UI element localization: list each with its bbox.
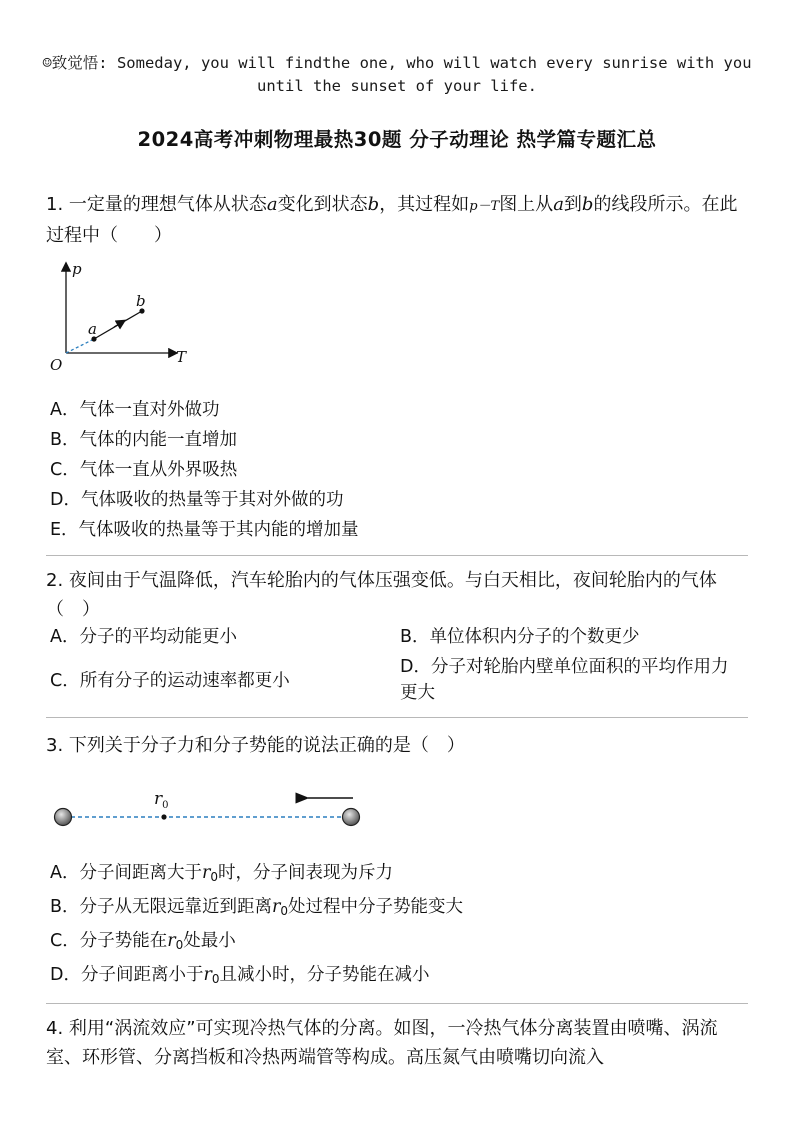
label-a: a	[88, 320, 97, 338]
r0-point	[161, 814, 166, 819]
q1-option-e[interactable]: E．气体吸收的热量等于其内能的增加量	[50, 520, 359, 540]
question-2-stem: 2. 夜间由于气温降低，汽车轮胎内的气体压强变低。与白天相比，夜间轮胎内的气体（ ）	[46, 570, 717, 620]
molecule-distance-figure	[48, 782, 368, 832]
dashed-extension	[66, 339, 94, 353]
moving-molecule	[343, 809, 360, 826]
motto-text: ☺致觉悟: Someday, you will findthe one, who will watch every sunrise with you until the sunset of your life.	[42, 54, 752, 95]
q1-option-a[interactable]: A．气体一直对外做功	[50, 400, 220, 420]
p-t-graph-figure	[44, 258, 204, 374]
q2-option-a[interactable]: A．分子的平均动能更小	[50, 627, 237, 647]
q2-option-b[interactable]: B．单位体积内分子的个数更少	[400, 627, 640, 647]
divider	[46, 1003, 748, 1004]
q3-option-d[interactable]: D．分子间距离小于$r_0$且减小时，分子势能在减小	[50, 965, 430, 986]
page-title: 2024高考冲刺物理最热30题 分子动理论 热学篇专题汇总	[137, 128, 657, 151]
q3-option-b[interactable]: B．分子从无限远靠近到距离$r_0$处过程中分子势能变大	[50, 897, 464, 918]
q1-option-d[interactable]: D．气体吸收的热量等于其对外做的功	[50, 490, 344, 510]
question-1-stem: 1. 一定量的理想气体从状态a变化到状态b，其过程如p－T图上从a到b的线段所示。在此过程中（ ）	[46, 194, 738, 246]
q3-option-a[interactable]: A．分子间距离大于$r_0$时，分子间表现为斥力	[50, 863, 393, 884]
q1-option-c[interactable]: C．气体一直从外界吸热	[50, 460, 238, 480]
label-b: b	[136, 292, 146, 310]
question-4-stem: 4. 利用“涡流效应”可实现冷热气体的分离。如图，一冷热气体分离装置由喷嘴、涡流室、环形管、分离挡板和冷热两端管等构成。高压氮气由喷嘴切向流入	[46, 1018, 718, 1068]
q1-option-b[interactable]: B．气体的内能一直增加	[50, 430, 238, 450]
fixed-molecule	[55, 809, 72, 826]
label-p: p	[72, 260, 82, 278]
q3-option-c[interactable]: C．分子势能在$r_0$处最小	[50, 931, 236, 952]
q2-option-c[interactable]: C．所有分子的运动速率都更小	[50, 671, 290, 691]
question-1-number: 1.	[46, 194, 64, 215]
label-t: T	[176, 348, 187, 366]
divider	[46, 555, 748, 556]
label-o: O	[50, 356, 63, 374]
divider	[46, 717, 748, 718]
direction-arrow	[114, 321, 124, 327]
label-r0: $r_0$	[154, 789, 169, 811]
q2-option-d[interactable]: D．分子对轮胎内壁单位面积的平均作用力更大	[400, 657, 729, 703]
question-3-stem: 3. 下列关于分子力和分子势能的说法正确的是（ ）	[46, 735, 465, 756]
